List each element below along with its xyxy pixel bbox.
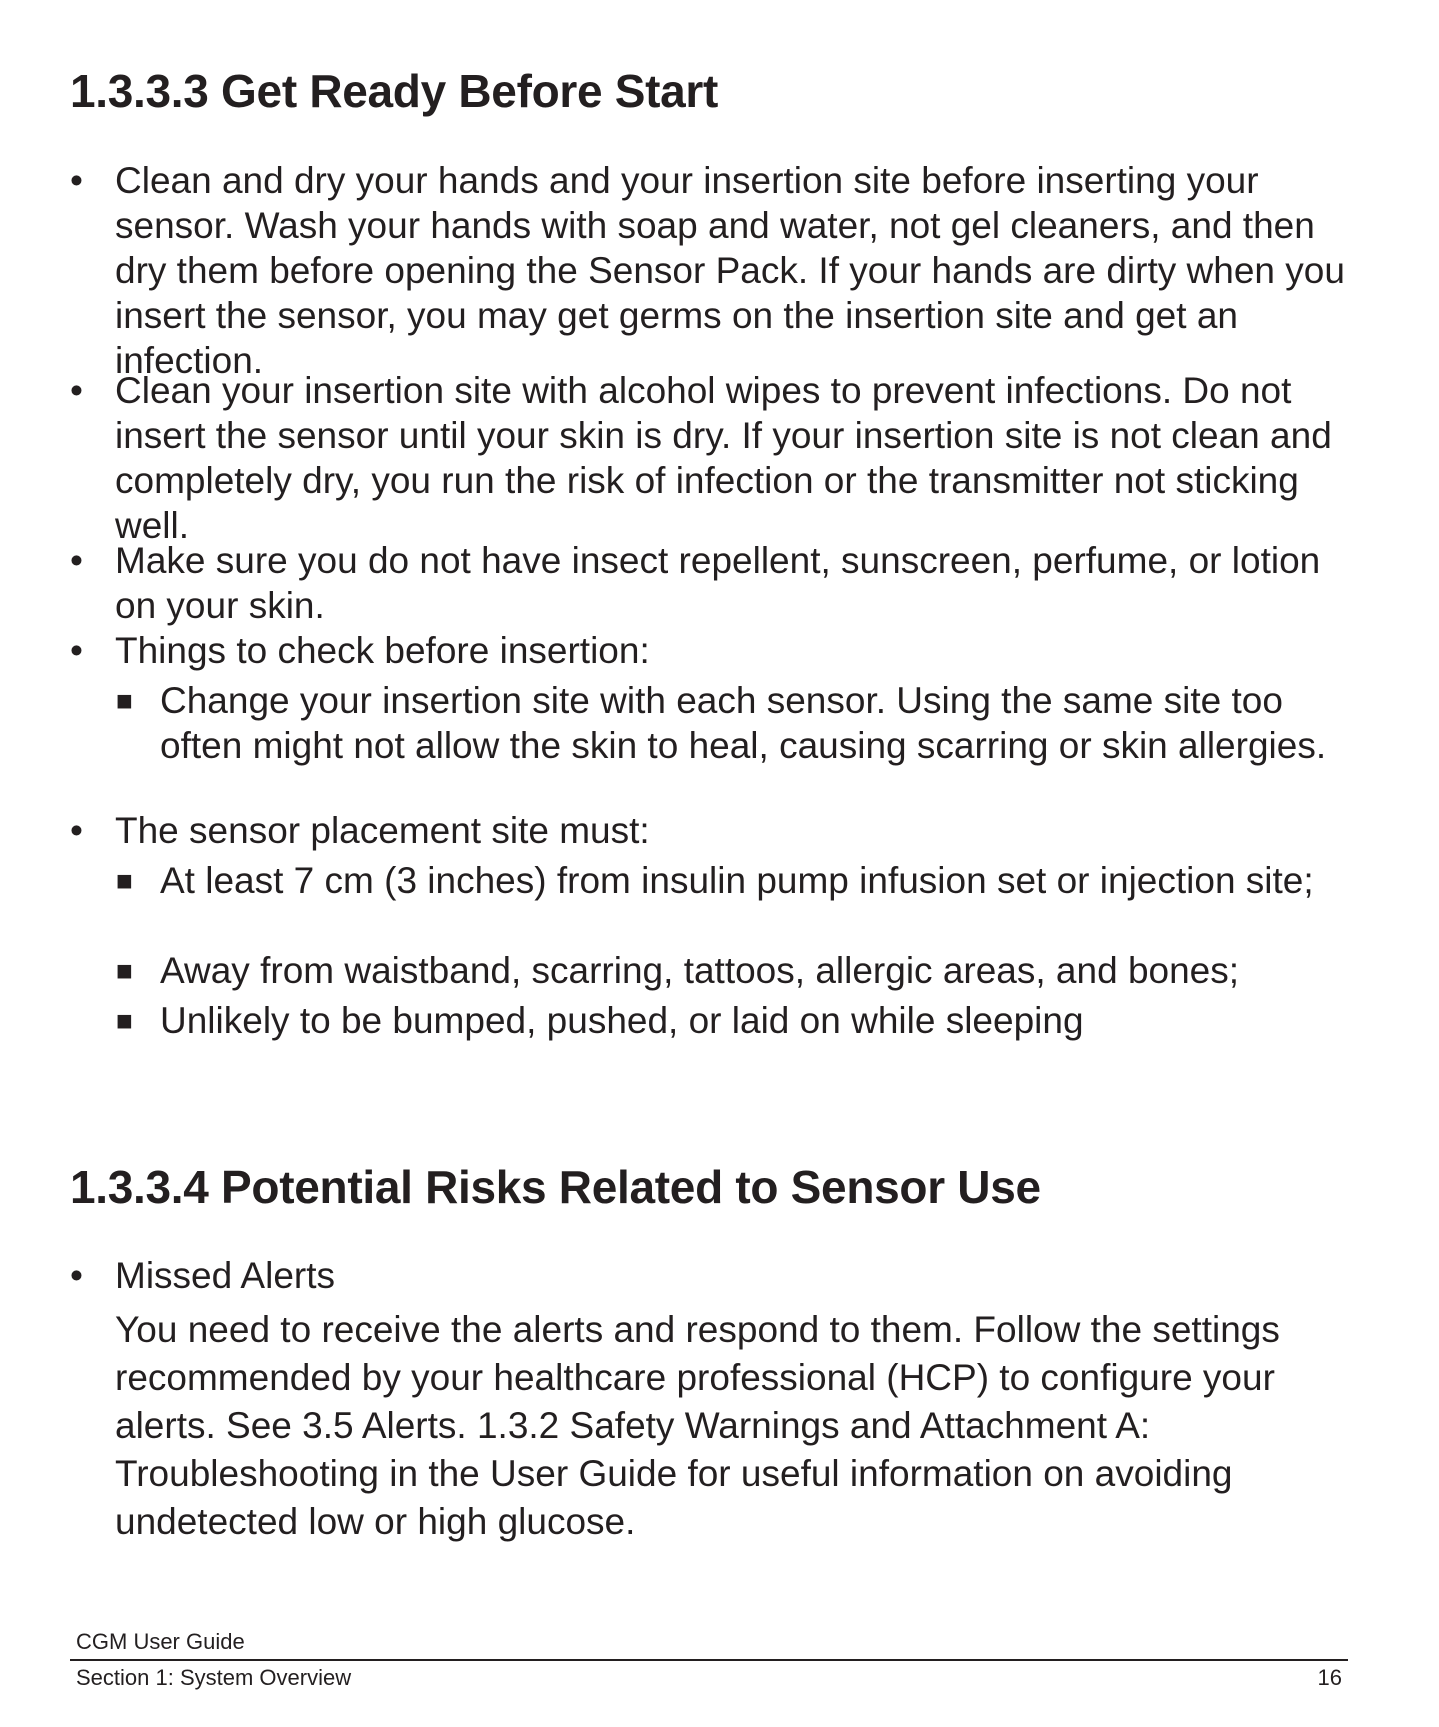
sub-bullet-text: Away from waistband, scarring, tattoos, allergic areas, and bones; xyxy=(160,950,1240,991)
bullet-marker: • xyxy=(70,370,83,411)
bullet-marker: • xyxy=(70,540,83,581)
square-marker: ■ xyxy=(116,865,133,896)
footer-divider xyxy=(70,1659,1348,1661)
sub-bullet-text: Change your insertion site with each sensor. Using the same site too often might not allow the skin to heal, causing scarring or skin allergies. xyxy=(160,680,1327,766)
square-marker: ■ xyxy=(116,685,133,716)
bullet-text: The sensor placement site must: xyxy=(115,810,650,851)
bullet-text: Things to check before insertion: xyxy=(115,630,650,671)
square-marker: ■ xyxy=(116,955,133,986)
bullet-marker: • xyxy=(70,160,83,201)
bullet-item xyxy=(70,158,1370,383)
page-number: 16 xyxy=(1317,1665,1342,1690)
section-heading-potential-risks: 1.3.3.4 Potential Risks Related to Sensor Use xyxy=(70,1161,1041,1213)
sub-bullet-item xyxy=(70,678,1370,768)
bullet-marker: • xyxy=(70,630,83,671)
footer-section: Section 1: System Overview xyxy=(76,1665,352,1690)
sub-bullet-item xyxy=(70,998,1370,1043)
bullet-item xyxy=(70,368,1370,548)
bullet-item xyxy=(70,628,1370,673)
bullet-marker: • xyxy=(70,810,83,851)
bullet-text: Missed Alerts xyxy=(115,1255,336,1296)
sub-bullet-item xyxy=(70,858,1370,903)
sub-bullet-text: At least 7 cm (3 inches) from insulin pump infusion set or injection site; xyxy=(160,860,1314,901)
footer-title: CGM User Guide xyxy=(76,1629,245,1654)
body-paragraph xyxy=(70,1306,1370,1546)
bullet-item xyxy=(70,808,1370,853)
square-marker: ■ xyxy=(116,1005,133,1036)
paragraph-text: You need to receive the alerts and respond to them. Follow the settings recommended by your healthcare professional (HCP) to configure your alerts. See 3.5 Alerts. 1.3.2 Safety Warnings and Attachment A: Troubleshooting in the User Guide for useful information on avoiding undetected low or high glucose. xyxy=(115,1309,1280,1542)
section-heading-get-ready: 1.3.3.3 Get Ready Before Start xyxy=(70,65,719,117)
bullet-text: Clean your insertion site with alcohol wipes to prevent infections. Do not insert the sensor until your skin is dry. If your insertion site is not clean and completely dry, you run the risk of infection or the transmitter not sticking well. xyxy=(115,370,1332,546)
bullet-marker: • xyxy=(70,1255,83,1296)
sub-bullet-item xyxy=(70,948,1370,993)
bullet-text: Clean and dry your hands and your insertion site before inserting your sensor. Wash your hands with soap and water, not gel cleaners, and then dry them before opening the Sensor Pack. If your hands are dirty when you insert the sensor, you may get germs on the insertion site and get an infection. xyxy=(115,160,1345,381)
bullet-item xyxy=(70,1253,1370,1298)
bullet-text: Make sure you do not have insect repellent, sunscreen, perfume, or lotion on your skin. xyxy=(115,540,1321,626)
sub-bullet-text: Unlikely to be bumped, pushed, or laid on while sleeping xyxy=(160,1000,1084,1041)
bullet-item xyxy=(70,538,1370,628)
